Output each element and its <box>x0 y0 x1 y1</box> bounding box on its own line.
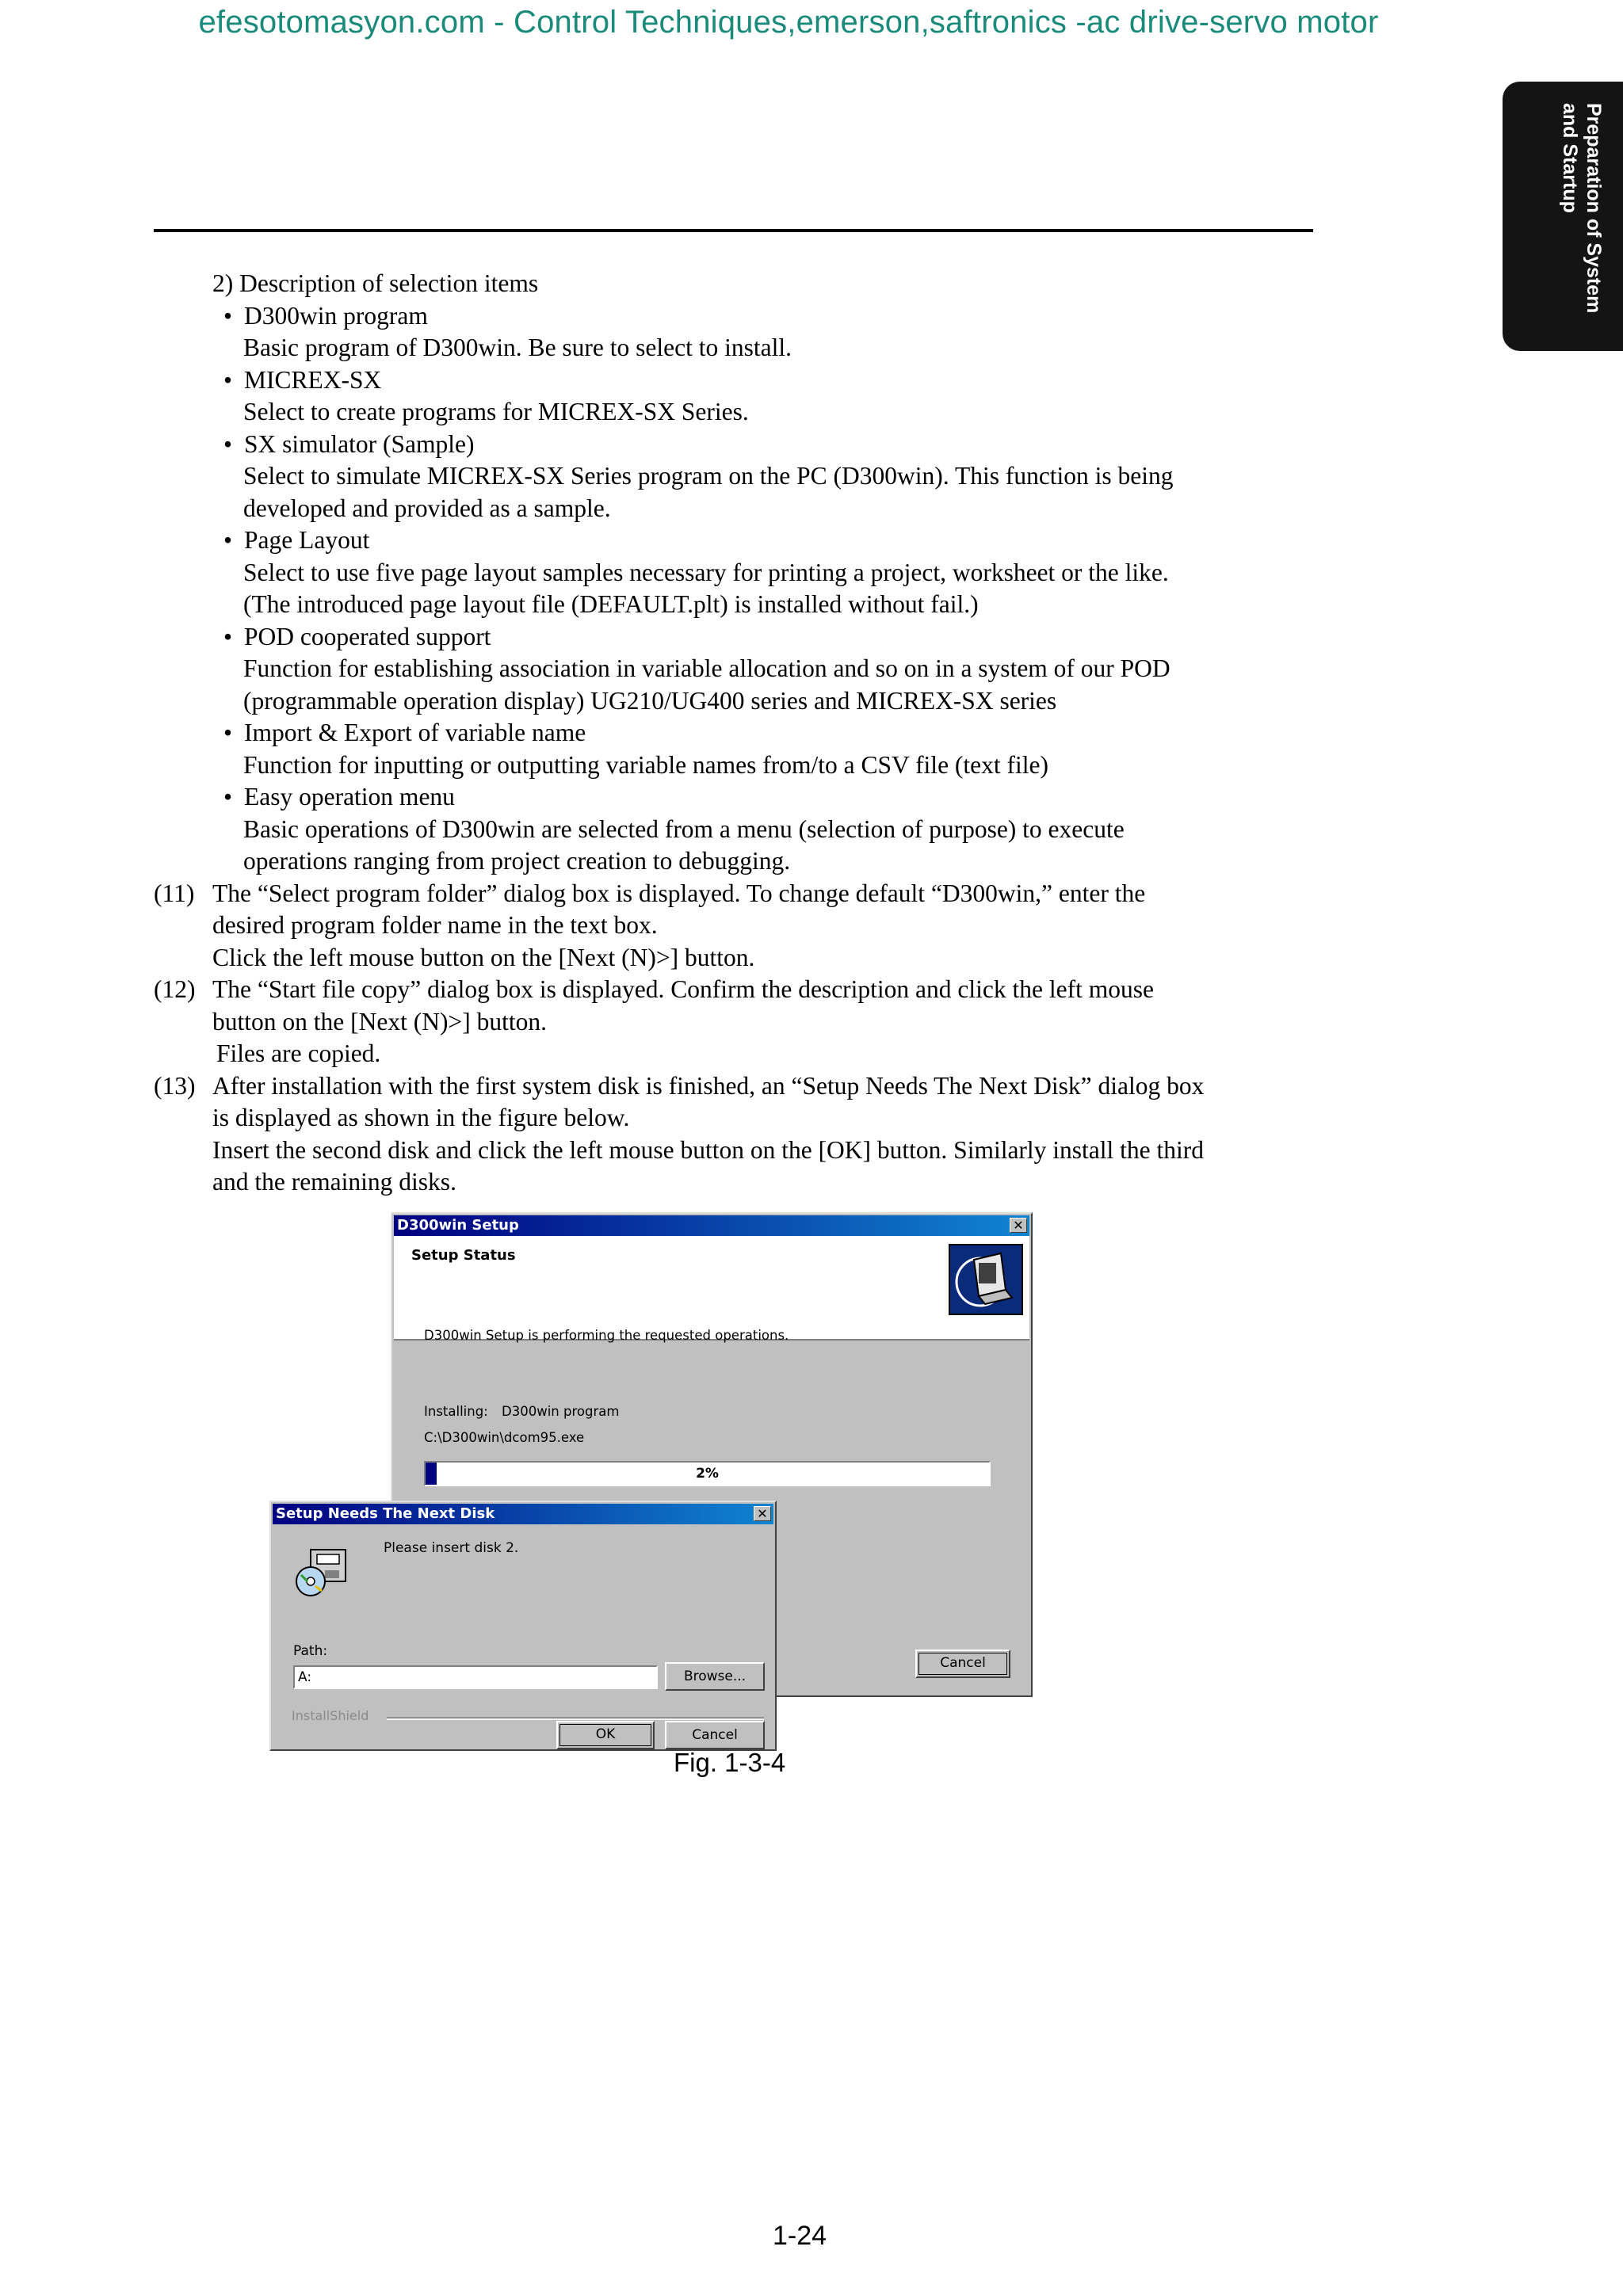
item-desc: operations ranging from project creation to debugging. <box>243 847 791 875</box>
next-disk-title: Setup Needs The Next Disk <box>276 1505 495 1522</box>
setup-window-title: D300win Setup <box>397 1217 519 1234</box>
item-desc: developed and provided as a sample. <box>243 494 611 522</box>
step-13 <box>154 1070 1327 1199</box>
bullet: • <box>223 622 233 650</box>
figure-screenshot <box>269 1212 1034 1751</box>
item-desc: Basic operations of D300win are selected from a menu (selection of purpose) to execute <box>243 814 1125 843</box>
next-disk-titlebar <box>273 1504 773 1524</box>
side-tab-line2: and Startup <box>1559 103 1581 213</box>
step-text: Files are copied. <box>216 1039 381 1067</box>
close-icon[interactable]: ✕ <box>1010 1218 1027 1233</box>
selection-item <box>154 429 1327 525</box>
path-input[interactable]: A: <box>293 1665 658 1689</box>
step-11 <box>154 878 1327 974</box>
install-file-path: C:\D300win\dcom95.exe <box>424 1430 585 1445</box>
item-desc: Select to use five page layout samples necessary for printing a project, worksheet or the like. <box>243 558 1169 586</box>
document-body <box>154 268 1327 1199</box>
step-text: is displayed as shown in the figure below. <box>212 1104 630 1131</box>
selection-item <box>154 364 1327 429</box>
selection-item <box>154 621 1327 718</box>
computer-setup-icon <box>949 1244 1023 1315</box>
header-rule <box>154 229 1313 232</box>
item-desc: Select to create programs for MICREX-SX Series. <box>243 398 749 425</box>
step-text: Click the left mouse button on the [Next (N)>] button. <box>212 943 755 971</box>
step-text: button on the [Next (N)>] button. <box>212 1007 547 1035</box>
item-desc: (programmable operation display) UG210/UG400 series and MICREX-SX series <box>243 686 1057 715</box>
item-desc: (The introduced page layout file (DEFAULT.plt) is installed without fail.) <box>243 590 979 618</box>
item-desc: Basic program of D300win. Be sure to select to install. <box>243 334 792 361</box>
brand-divider <box>387 1717 764 1720</box>
disk-cancel-button[interactable]: Cancel <box>665 1721 765 1749</box>
selection-item <box>154 300 1327 364</box>
bullet: • <box>223 301 233 330</box>
item-title: Easy operation menu <box>244 783 455 810</box>
next-disk-dialog <box>269 1501 777 1751</box>
installshield-brand: InstallShield <box>292 1708 369 1723</box>
setup-window-titlebar <box>394 1215 1029 1236</box>
section-title: 2) Description of selection items <box>212 269 539 297</box>
item-title: Import & Export of variable name <box>244 719 586 746</box>
installing-value: D300win program <box>502 1404 620 1419</box>
progress-bar <box>424 1461 991 1486</box>
selection-item-list <box>154 300 1327 878</box>
setup-header <box>394 1236 1029 1341</box>
step-text: After installation with the first system disk is finished, an “Setup Needs The Next Disk” dialog box <box>212 1071 1205 1100</box>
step-text: Insert the second disk and click the left mouse button on the [OK] button. Similarly install the third <box>212 1135 1205 1164</box>
setup-status-text: D300win Setup is performing the requested operations. <box>424 1328 789 1343</box>
page-number: 1-24 <box>773 2221 827 2251</box>
disk-drive-icon <box>293 1547 353 1599</box>
step-12 <box>154 974 1327 1070</box>
selection-item <box>154 717 1327 781</box>
step-list <box>154 878 1327 1199</box>
setup-header-title: Setup Status <box>411 1247 516 1264</box>
path-label: Path: <box>293 1643 328 1659</box>
browse-button[interactable]: Browse... <box>665 1662 765 1691</box>
selection-item <box>154 781 1327 878</box>
item-title: D300win program <box>244 301 428 330</box>
progress-percent: 2% <box>696 1466 719 1482</box>
bullet: • <box>223 429 233 458</box>
bullet: • <box>223 719 233 746</box>
close-icon[interactable]: ✕ <box>754 1506 771 1521</box>
installing-label: Installing: <box>424 1404 488 1419</box>
side-tab-line1: Preparation of System <box>1583 103 1605 314</box>
item-title: SX simulator (Sample) <box>244 429 475 458</box>
item-title: Page Layout <box>244 526 370 554</box>
step-text: and the remaining disks. <box>212 1168 456 1196</box>
ok-button[interactable]: OK <box>556 1721 655 1749</box>
figure-caption: Fig. 1-3-4 <box>674 1748 786 1777</box>
setup-cancel-button[interactable]: Cancel <box>915 1650 1010 1678</box>
item-title: POD cooperated support <box>244 622 491 650</box>
selection-item <box>154 524 1327 621</box>
item-desc: Function for establishing association in variable allocation and so on in a system of our POD <box>243 654 1170 682</box>
step-text: The “Start file copy” dialog box is displayed. Confirm the description and click the left mouse <box>212 975 1154 1003</box>
side-tab-label <box>1504 103 1623 333</box>
bullet: • <box>223 526 233 554</box>
step-text: The “Select program folder” dialog box is displayed. To change default “D300win,” enter the <box>212 879 1146 907</box>
insert-disk-message: Please insert disk 2. <box>384 1540 519 1556</box>
bullet: • <box>223 783 233 810</box>
watermark: efesotomasyon.com - Control Techniques,emerson,saftronics -ac drive-servo motor <box>198 5 1379 40</box>
item-title: MICREX-SX <box>244 365 382 394</box>
step-number: (11) <box>154 879 195 907</box>
step-text: desired program folder name in the text box. <box>212 911 658 939</box>
item-desc: Select to simulate MICREX-SX Series program on the PC (D300win). This function is being <box>243 462 1174 490</box>
step-number: (13) <box>154 1071 196 1100</box>
step-number: (12) <box>154 975 196 1003</box>
item-desc: Function for inputting or outputting variable names from/to a CSV file (text file) <box>243 750 1048 779</box>
bullet: • <box>223 365 233 394</box>
